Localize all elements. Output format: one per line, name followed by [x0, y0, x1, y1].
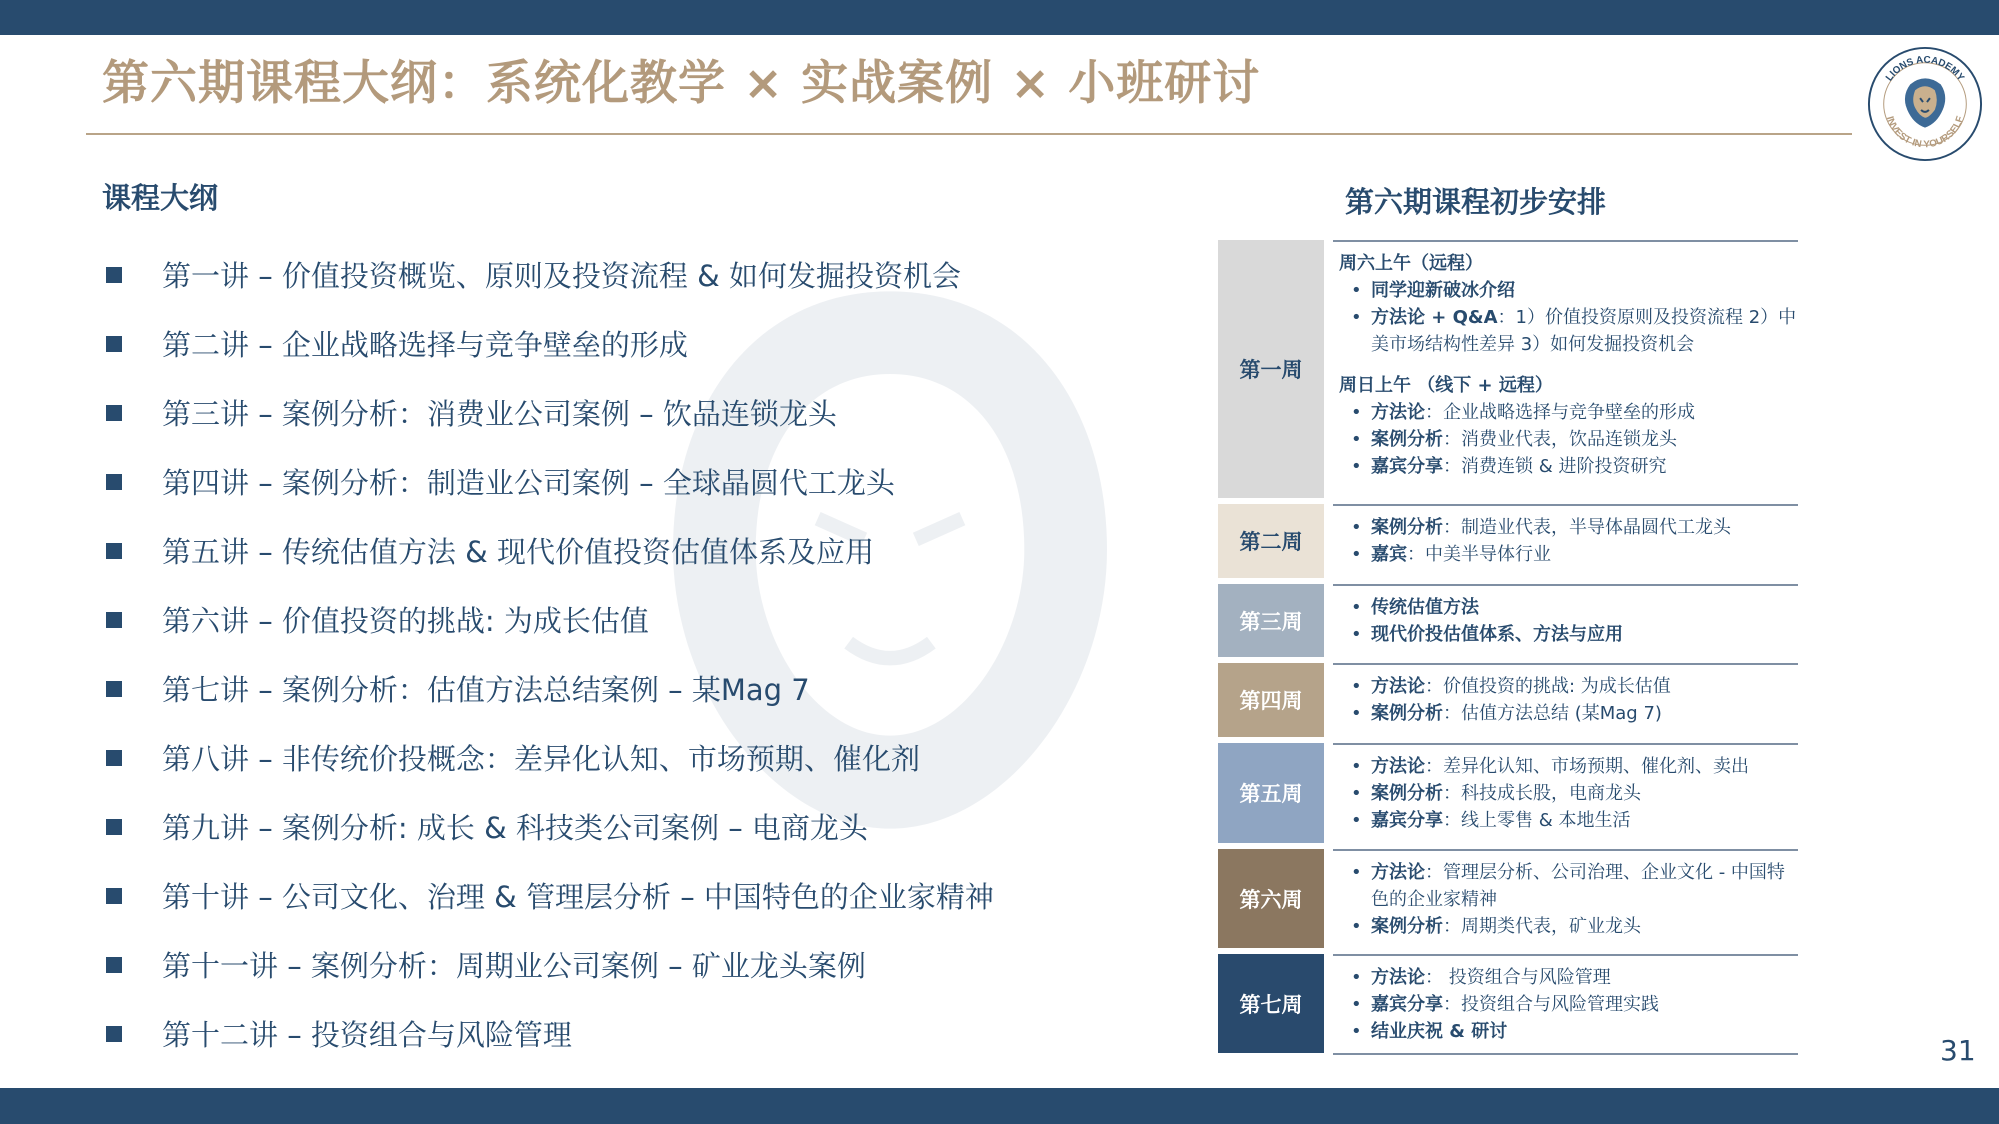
bullet-text: 嘉宾分享：消费连锁 & 进阶投资研究 — [1371, 456, 1667, 477]
outline-item — [102, 447, 994, 516]
bullet-dot-icon: • — [1351, 307, 1362, 328]
week-detail — [1333, 240, 1798, 498]
bullet-text: 案例分析：科技成长股，电商龙头 — [1371, 783, 1641, 804]
square-bullet-icon — [106, 612, 122, 628]
bullet-text: 嘉宾分享：投资组合与风险管理实践 — [1371, 994, 1659, 1015]
bullet-label: 嘉宾分享 — [1371, 810, 1443, 831]
bullet-label: 案例分析 — [1371, 783, 1443, 804]
bullet-text: 方法论：差异化认知、市场预期、催化剂、卖出 — [1371, 756, 1749, 777]
bullet-dot-icon: • — [1351, 429, 1362, 450]
square-bullet-icon — [106, 888, 122, 904]
schedule-bullet — [1339, 514, 1798, 541]
bullet-dot-icon: • — [1351, 280, 1362, 301]
bullet-label: 方法论 — [1371, 402, 1425, 423]
bullet-label: 传统估值方法 — [1371, 597, 1479, 618]
bullet-text: 案例分析：制造业代表，半导体晶圆代工龙头 — [1371, 517, 1731, 538]
outline-item-text: 第十讲 – 公司文化、治理 & 管理层分析 – 中国特色的企业家精神 — [162, 880, 994, 914]
bottom-banner — [0, 1088, 1999, 1124]
bullet-dot-icon: • — [1351, 624, 1362, 645]
bullet-dot-icon: • — [1351, 862, 1362, 883]
outline-item-text: 第四讲 – 案例分析：制造业公司案例 – 全球晶圆代工龙头 — [162, 466, 895, 500]
outline-item-text: 第六讲 – 价值投资的挑战: 为成长估值 — [162, 604, 649, 638]
bullet-text: 方法论： 投资组合与风险管理 — [1371, 967, 1611, 988]
bullet-label: 现代价投估值体系、方法与应用 — [1371, 624, 1623, 645]
bullet-label: 方法论 — [1371, 967, 1425, 988]
schedule-row-week-5 — [1218, 743, 1798, 843]
outline-item-text: 第十二讲 – 投资组合与风险管理 — [162, 1018, 572, 1052]
bullet-text: 嘉宾分享：线上零售 & 本地生活 — [1371, 810, 1631, 831]
bullet-text — [1371, 621, 1798, 648]
bullet-dot-icon: • — [1351, 1021, 1362, 1042]
outline-heading: 课程大纲 — [102, 181, 219, 215]
page-number: 31 — [1940, 1034, 1976, 1067]
schedule-row-week-7 — [1218, 954, 1798, 1053]
top-banner — [0, 0, 1999, 35]
outline-item-text: 第十一讲 – 案例分析：周期业公司案例 – 矿业龙头案例 — [162, 949, 866, 983]
square-bullet-icon — [106, 1026, 122, 1042]
schedule-row-week-4 — [1218, 663, 1798, 737]
week-label: 第五周 — [1218, 743, 1324, 843]
schedule-bullet — [1339, 700, 1798, 727]
bullet-text: 案例分析：周期类代表，矿业龙头 — [1371, 916, 1641, 937]
outline-item-text: 第三讲 – 案例分析：消费业公司案例 – 饮品连锁龙头 — [162, 397, 837, 431]
schedule-bullet — [1339, 277, 1798, 304]
session-heading: 周六上午（远程） — [1339, 253, 1483, 274]
bullet-label: 案例分析 — [1371, 429, 1443, 450]
schedule-bullet — [1339, 913, 1798, 940]
bullet-dot-icon: • — [1351, 456, 1362, 477]
logo-bottom-text: INVEST IN YOURSELF — [1883, 114, 1967, 151]
week-detail — [1333, 954, 1798, 1053]
bullet-text: 方法论 + Q&A：1）价值投资原则及投资流程 2）中美市场结构性差异 3）如何发掘投资机会 — [1371, 307, 1797, 355]
schedule-bottom-divider — [1333, 1053, 1798, 1055]
bullet-dot-icon: • — [1351, 402, 1362, 423]
week-label: 第二周 — [1218, 504, 1324, 578]
schedule-heading: 第六期课程初步安排 — [1345, 185, 1607, 219]
outline-item — [102, 930, 994, 999]
bullet-dot-icon: • — [1351, 967, 1362, 988]
course-outline-list — [102, 240, 994, 1068]
outline-item-text: 第一讲 – 价值投资概览、原则及投资流程 & 如何发掘投资机会 — [162, 259, 961, 293]
square-bullet-icon — [106, 405, 122, 421]
schedule-bullet — [1339, 780, 1798, 807]
outline-item-text: 第八讲 – 非传统价投概念：差异化认知、市场预期、催化剂 — [162, 742, 920, 776]
square-bullet-icon — [106, 681, 122, 697]
bullet-label: 方法论 — [1371, 676, 1425, 697]
bullet-label: 方法论 — [1371, 862, 1425, 883]
bullet-text — [1371, 1018, 1798, 1045]
outline-item — [102, 654, 994, 723]
schedule-bullet — [1339, 991, 1798, 1018]
outline-item — [102, 516, 994, 585]
week-label: 第七周 — [1218, 954, 1324, 1053]
spacer — [1339, 358, 1798, 372]
bullet-dot-icon: • — [1351, 544, 1362, 565]
outline-item — [102, 861, 994, 930]
bullet-dot-icon: • — [1351, 703, 1362, 724]
page-title: 第六期课程大纲：系统化教学 × 实战案例 × 小班研讨 — [102, 56, 1261, 111]
week-label: 第六周 — [1218, 849, 1324, 948]
outline-item-text: 第五讲 – 传统估值方法 & 现代价值投资估值体系及应用 — [162, 535, 874, 569]
week-detail — [1333, 663, 1798, 737]
outline-item — [102, 585, 994, 654]
outline-item — [102, 378, 994, 447]
schedule-row-week-3 — [1218, 584, 1798, 657]
square-bullet-icon — [106, 750, 122, 766]
schedule-bullet — [1339, 426, 1798, 453]
bullet-label: 案例分析 — [1371, 703, 1443, 724]
schedule-bullet — [1339, 399, 1798, 426]
bullet-dot-icon: • — [1351, 597, 1362, 618]
schedule-bullet — [1339, 453, 1798, 480]
bullet-dot-icon: • — [1351, 916, 1362, 937]
bullet-text — [1371, 277, 1798, 304]
schedule-row-week-6 — [1218, 849, 1798, 948]
schedule-bullet — [1339, 1018, 1798, 1045]
schedule-bullet — [1339, 594, 1798, 621]
bullet-label: 嘉宾分享 — [1371, 994, 1443, 1015]
bullet-label: 案例分析 — [1371, 916, 1443, 937]
bullet-text: 方法论：企业战略选择与竞争壁垒的形成 — [1371, 402, 1695, 423]
bullet-text: 方法论：管理层分析、公司治理、企业文化 - 中国特色的企业家精神 — [1371, 862, 1785, 910]
square-bullet-icon — [106, 543, 122, 559]
outline-item-text: 第九讲 – 案例分析: 成长 & 科技类公司案例 – 电商龙头 — [162, 811, 868, 845]
square-bullet-icon — [106, 267, 122, 283]
schedule-bullet — [1339, 807, 1798, 834]
title-divider — [86, 133, 1852, 135]
bullet-dot-icon: • — [1351, 517, 1362, 538]
week-label: 第三周 — [1218, 584, 1324, 657]
week-label: 第一周 — [1218, 240, 1324, 498]
bullet-label: 方法论 — [1371, 756, 1425, 777]
schedule-row-week-1 — [1218, 240, 1798, 498]
schedule-bullet — [1339, 859, 1798, 913]
bullet-label: 嘉宾分享 — [1371, 456, 1443, 477]
bullet-dot-icon: • — [1351, 810, 1362, 831]
bullet-dot-icon: • — [1351, 994, 1362, 1015]
bullet-dot-icon: • — [1351, 783, 1362, 804]
week-detail — [1333, 743, 1798, 843]
schedule-bullet — [1339, 621, 1798, 648]
bullet-text: 嘉宾：中美半导体行业 — [1371, 544, 1551, 565]
schedule-bullet — [1339, 964, 1798, 991]
outline-item — [102, 309, 994, 378]
schedule-bullet — [1339, 673, 1798, 700]
session-heading: 周日上午 （线下 + 远程） — [1339, 375, 1553, 396]
outline-item — [102, 723, 994, 792]
bullet-dot-icon: • — [1351, 676, 1362, 697]
schedule-bullet — [1339, 304, 1798, 358]
bullet-label: 案例分析 — [1371, 517, 1443, 538]
schedule-bullet — [1339, 753, 1798, 780]
bullet-label: 结业庆祝 & 研讨 — [1371, 1021, 1508, 1042]
bullet-text — [1371, 594, 1798, 621]
outline-item — [102, 999, 994, 1068]
outline-item — [102, 792, 994, 861]
schedule-bullet — [1339, 541, 1798, 568]
week-detail — [1333, 504, 1798, 578]
bullet-dot-icon: • — [1351, 756, 1362, 777]
bullet-text: 案例分析：估值方法总结 (某Mag 7) — [1371, 703, 1662, 724]
outline-item-text: 第七讲 – 案例分析：估值方法总结案例 – 某Mag 7 — [162, 673, 810, 707]
bullet-label: 同学迎新破冰介绍 — [1371, 280, 1515, 301]
outline-item — [102, 240, 994, 309]
square-bullet-icon — [106, 819, 122, 835]
bullet-text: 案例分析：消费业代表，饮品连锁龙头 — [1371, 429, 1677, 450]
bullet-label: 嘉宾 — [1371, 544, 1407, 565]
logo-top-text: LIONS ACADEMY — [1883, 54, 1967, 84]
square-bullet-icon — [106, 957, 122, 973]
bullet-label: 方法论 + Q&A — [1371, 307, 1498, 328]
square-bullet-icon — [106, 474, 122, 490]
schedule-row-week-2 — [1218, 504, 1798, 578]
square-bullet-icon — [106, 336, 122, 352]
lions-academy-logo — [1866, 45, 1984, 163]
bullet-text: 方法论：价值投资的挑战: 为成长估值 — [1371, 676, 1671, 697]
week-label: 第四周 — [1218, 663, 1324, 737]
outline-item-text: 第二讲 – 企业战略选择与竞争壁垒的形成 — [162, 328, 688, 362]
week-detail — [1333, 584, 1798, 657]
week-detail — [1333, 849, 1798, 948]
